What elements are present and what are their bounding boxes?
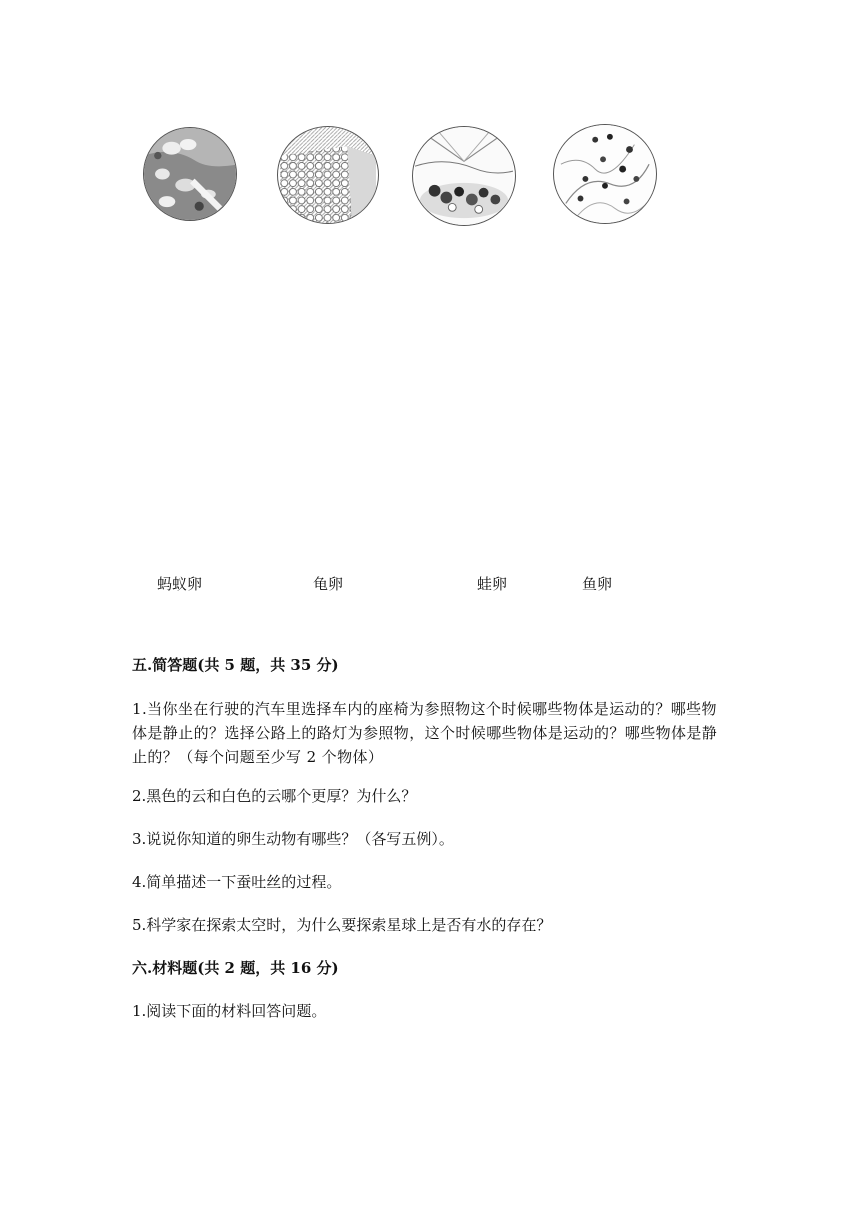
question-5-4: 4.简单描述一下蚕吐丝的过程。 (132, 873, 342, 891)
ant-eggs-label: 蚂蚁卵 (157, 575, 203, 593)
question-5-5: 5.科学家在探索太空时，为什么要探索星球上是否有水的存在？ (132, 916, 552, 934)
turtle-eggs-label: 龟卵 (313, 575, 344, 593)
frog-eggs-label: 蛙卵 (477, 575, 508, 593)
ant-eggs-image (143, 127, 237, 221)
fish-eggs-label: 鱼卵 (582, 575, 613, 593)
question-5-2: 2.黑色的云和白色的云哪个更厚？为什么？ (132, 787, 417, 805)
section-5-title: 五.简答题(共 5 题，共 35 分) (132, 656, 339, 674)
question-5-3: 3.说说你知道的卵生动物有哪些？（各写五例）。 (132, 830, 454, 848)
section-6-title: 六.材料题(共 2 题，共 16 分) (132, 959, 339, 977)
frog-eggs-image (412, 126, 516, 226)
fish-eggs-image (553, 124, 657, 224)
question-5-1: 1.当你坐在行驶的汽车里选择车内的座椅为参照物这个时候哪些物体是运动的？哪些物体是静止的？选择公路上的路灯为参照物，这个时候哪些物体是运动的？哪些物体是静止的？（每个问题至少写 2 个物体） (132, 700, 718, 766)
question-6-1: 1.阅读下面的材料回答问题。 (132, 1002, 327, 1020)
turtle-eggs-image (277, 126, 379, 224)
